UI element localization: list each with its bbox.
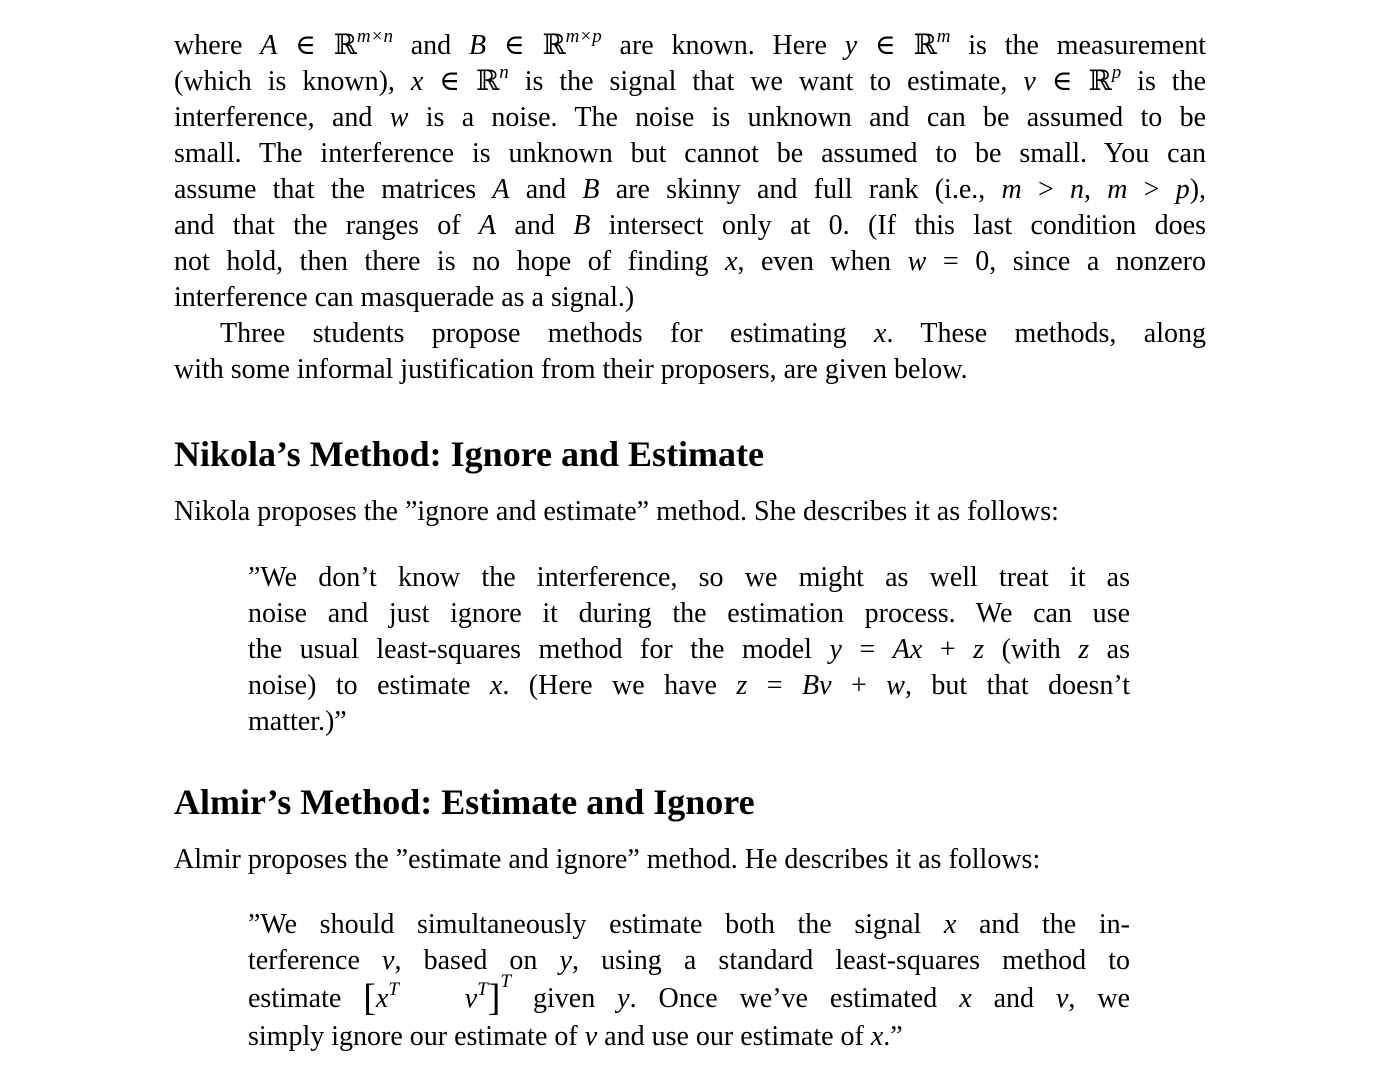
- almir-quote-line-3: estimate [$x^T$ $v^T]^T$ given y. Once we’ve estimated x and v, we: [248, 970, 1131, 1019]
- almir-quote-line-4: simply ignore our estimate of v and use our estimate of x.”: [248, 1021, 903, 1052]
- nikola-lead: [174, 494, 1206, 530]
- nikola-quote-line-2: noise and just ignore it during the estimation process. We can use: [248, 598, 1130, 629]
- intro-line-8: interference can masquerade as a signal.): [174, 282, 635, 313]
- intro-paragraph: [174, 25, 1207, 388]
- nikola-quote-line-5: matter.)”: [248, 706, 347, 737]
- intro-line-5: assume that the matrices A and B are skinny and full rank (i.e., m > n, m > p),: [174, 174, 1207, 205]
- intro-line-7: not hold, then there is no hope of finding x, even when w = 0, since a nonzero: [174, 246, 1206, 277]
- nikola-lead-text: Nikola proposes the ”ignore and estimate” method. She describes it as follows:: [174, 496, 1059, 527]
- nikola-quote-line-4: noise) to estimate x. (Here we have z = Bv + w, but that doesn’t: [248, 670, 1131, 701]
- nikola-section-title: Nikola’s Method: Ignore and Estimate: [174, 434, 765, 474]
- intro-para2-line-1: Three students propose methods for estimating x. These methods, along: [220, 318, 1206, 349]
- intro-line-1: where A ∈ ℝ$^{m\times n}$ and B ∈ ℝ$^{m\times p}$ are known. Here y ∈ ℝ$^m$ is the measurement: [174, 25, 1207, 61]
- nikola-quote-line-3: the usual least-squares method for the model y = Ax + z (with z as: [248, 634, 1130, 665]
- almir-quote-line-1: ”We should simultaneously estimate both the signal x and the in-: [248, 909, 1130, 940]
- nikola-quote: [248, 560, 1130, 740]
- intro-line-6: and that the ranges of A and B intersect only at 0. (If this last condition does: [174, 210, 1206, 241]
- nikola-quote-line-1: ”We don’t know the interference, so we might as well treat it as: [248, 562, 1130, 593]
- almir-lead: [174, 842, 1206, 878]
- almir-section-title: Almir’s Method: Estimate and Ignore: [174, 782, 755, 822]
- almir-quote-line-2: terference v, based on y, using a standard least-squares method to: [248, 945, 1130, 976]
- intro-para2-line-2: with some informal justification from their proposers, are given below.: [174, 354, 968, 385]
- almir-quote: [248, 907, 1130, 1055]
- almir-lead-text: Almir proposes the ”estimate and ignore” method. He describes it as follows:: [174, 844, 1041, 875]
- intro-line-3: interference, and w is a noise. The noise is unknown and can be assumed to be: [174, 102, 1206, 133]
- intro-line-2: (which is known), x ∈ ℝ$^n$ is the signal that we want to estimate, v ∈ ℝ$^p$ is the: [174, 61, 1207, 97]
- intro-line-4: small. The interference is unknown but cannot be assumed to be small. You can: [174, 138, 1206, 169]
